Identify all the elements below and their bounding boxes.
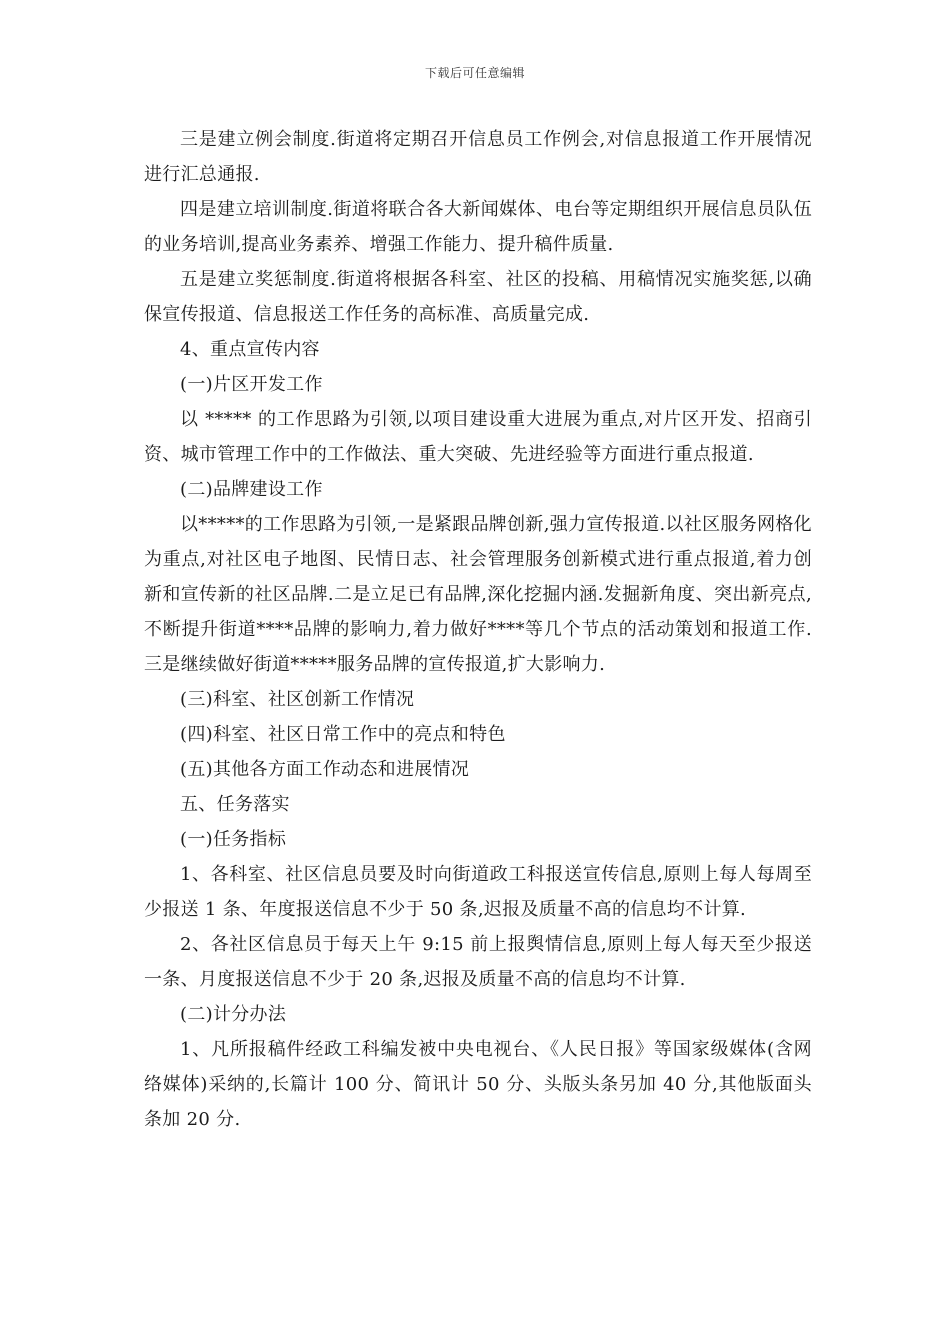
paragraph-scoring-1: 1、凡所报稿件经政工科编发被中央电视台、《人民日报》等国家级媒体(含网络媒体)采纳的,长篇计 100 分、简讯计 50 分、头版头条另加 40 分,其他版面头条加 20 分.: [144, 1039, 812, 1130]
heading-task-implementation: 五、任务落实: [180, 794, 290, 815]
item-daily-highlights: (四)科室、社区日常工作中的亮点和特色: [180, 724, 506, 745]
item-innovation-work: (三)科室、社区创新工作情况: [180, 689, 415, 710]
subheading-scoring-method: (二)计分办法: [180, 1004, 287, 1025]
item-other-progress: (五)其他各方面工作动态和进展情况: [180, 759, 470, 780]
subheading-brand-building: (二)品牌建设工作: [180, 479, 323, 500]
subheading-area-development: (一)片区开发工作: [180, 374, 323, 395]
paragraph-meeting-system: 三是建立例会制度.街道将定期召开信息员工作例会,对信息报道工作开展情况进行汇总通报.: [144, 129, 812, 185]
heading-key-content: 4、重点宣传内容: [180, 339, 320, 360]
paragraph-reward-system: 五是建立奖惩制度.街道将根据各科室、社区的投稿、用稿情况实施奖惩,以确保宣传报道、信息报送工作任务的高标准、高质量完成.: [144, 269, 812, 325]
paragraph-training-system: 四是建立培训制度.街道将联合各大新闻媒体、电台等定期组织开展信息员队伍的业务培训,提高业务素养、增强工作能力、提升稿件质量.: [144, 199, 812, 255]
paragraph-indicator-2: 2、各社区信息员于每天上午 9:15 前上报舆情信息,原则上每人每天至少报送一条、月度报送信息不少于 20 条,迟报及质量不高的信息均不计算.: [144, 934, 812, 990]
paragraph-brand-building: 以*****的工作思路为引领,一是紧跟品牌创新,强力宣传报道.以社区服务网格化为重点,对社区电子地图、民情日志、社会管理服务创新模式进行重点报道,着力创新和宣传新的社区品牌.二是立足已有品牌,深化挖掘内涵.发掘新角度、突出新亮点,不断提升街道****品牌的影响力,着力做好****等几个节点的活动策划和报道工作.三是继续做好街道*****服务品牌的宣传报道,扩大影响力.: [144, 514, 812, 675]
page-header-note: 下载后可任意编辑: [424, 66, 525, 80]
subheading-task-indicators: (一)任务指标: [180, 829, 287, 850]
paragraph-indicator-1: 1、各科室、社区信息员要及时向街道政工科报送宣传信息,原则上每人每周至少报送 1 条、年度报送信息不少于 50 条,迟报及质量不高的信息均不计算.: [144, 864, 812, 920]
paragraph-area-development: 以 ***** 的工作思路为引领,以项目建设重大进展为重点,对片区开发、招商引资、城市管理工作中的工作做法、重大突破、先进经验等方面进行重点报道.: [144, 409, 812, 465]
document-body: [144, 122, 812, 1137]
